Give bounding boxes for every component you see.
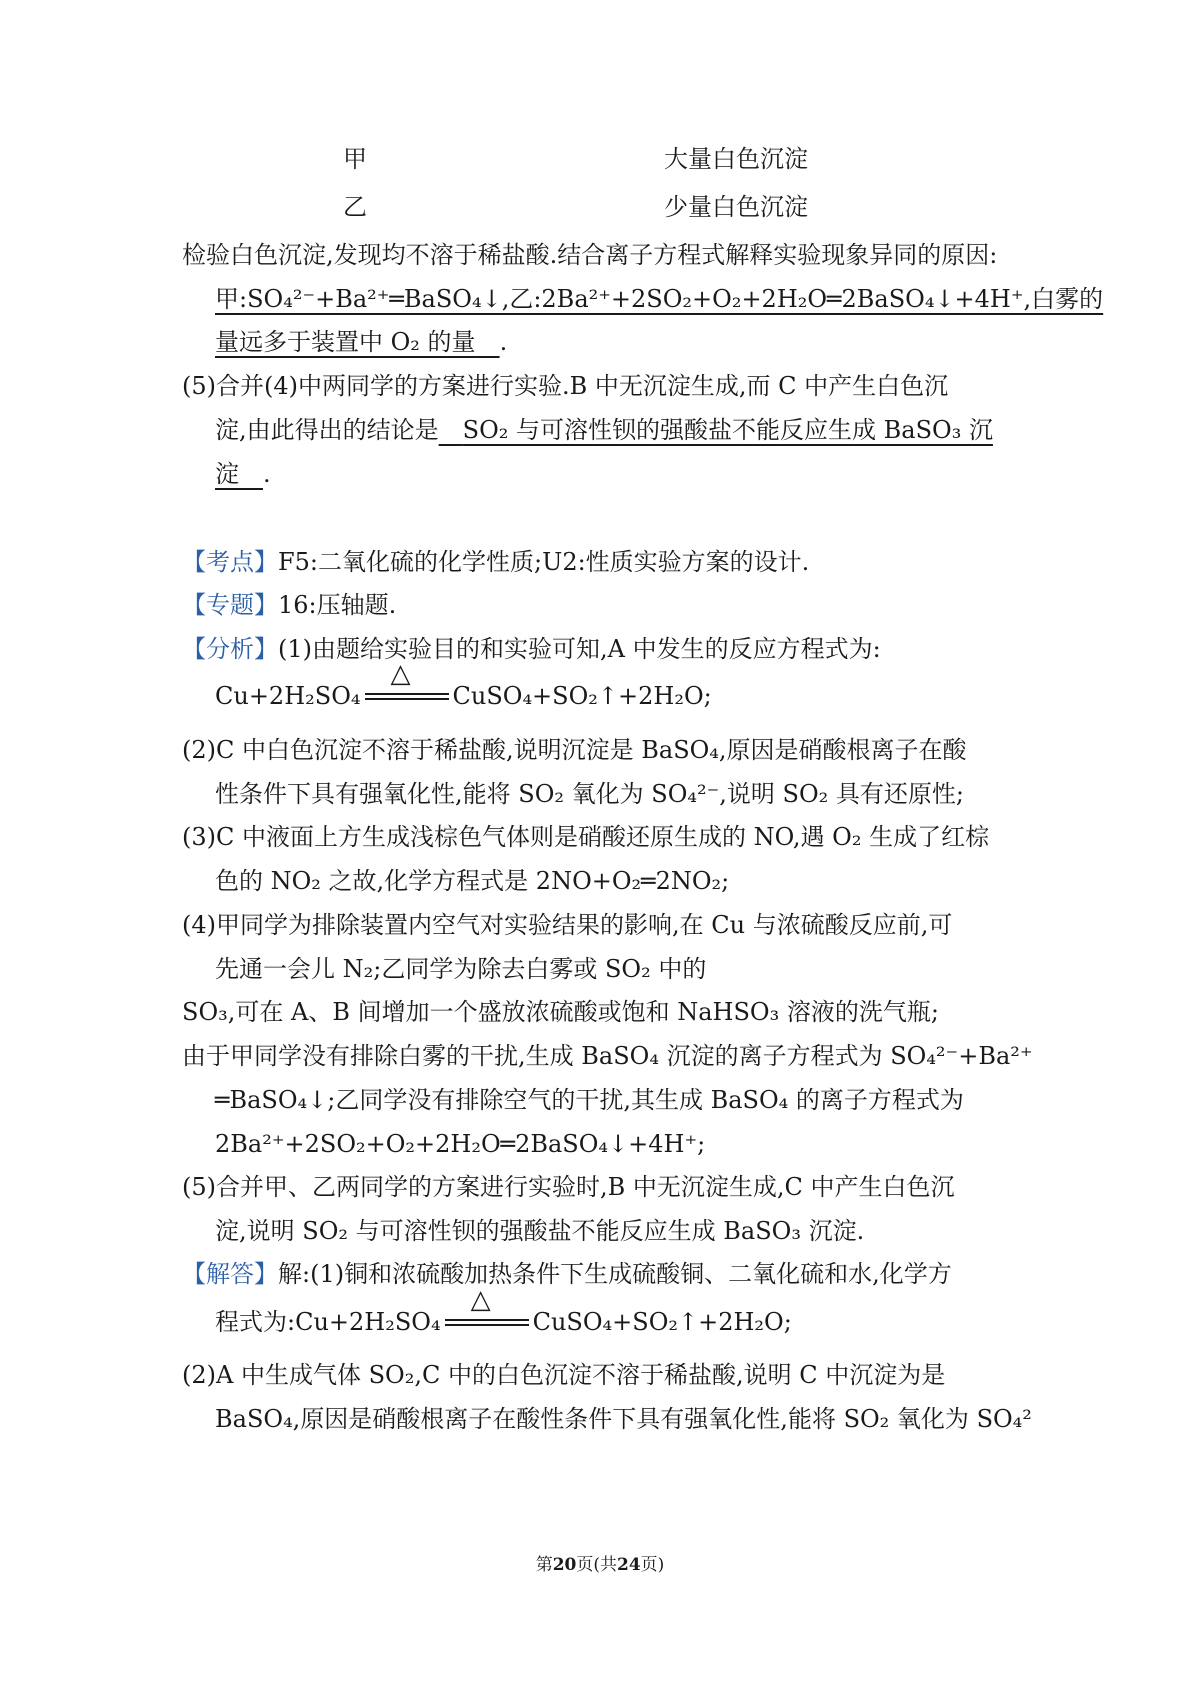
fenxi-p4b: 先通一会儿 N₂;乙同学为除去白雾或 SO₂ 中的: [215, 955, 707, 983]
jieda-p2a: (2)A 中生成气体 SO₂,C 中的白色沉淀不溶于稀盐酸,说明 C 中沉淀为是: [182, 1361, 946, 1389]
zhuanti-tag: 【专题】: [182, 591, 278, 619]
fenxi-p5a: (5)合并甲、乙两同学的方案进行实验时,B 中无沉淀生成,C 中产生白色沉: [182, 1173, 955, 1201]
fenxi-p3b: 色的 NO₂ 之故,化学方程式是 2NO+O₂═2NO₂;: [215, 867, 730, 895]
table-row-name: 乙: [343, 193, 367, 221]
q5-line3: 淀 .: [215, 460, 271, 488]
fenxi-p4f: 2Ba²⁺+2SO₂+O₂+2H₂O═2BaSO₄↓+4H⁺;: [215, 1130, 706, 1158]
fenxi-p2b: 性条件下具有强氧化性,能将 SO₂ 氧化为 SO₄²⁻,说明 SO₂ 具有还原性;: [215, 780, 964, 808]
q4-answer-line1: 甲:SO₄²⁻+Ba²⁺═BaSO₄↓,乙:2Ba²⁺+2SO₂+O₂+2H₂O═2BaSO₄↓+4H⁺,白雾的: [215, 285, 1104, 313]
fenxi-p4e: ═BaSO₄↓;乙同学没有排除空气的干扰,其生成 BaSO₄ 的离子方程式为: [215, 1086, 964, 1114]
table-row-result: 大量白色沉淀: [664, 145, 808, 173]
q4-answer-line2: 量远多于装置中 O₂ 的量 .: [215, 328, 508, 356]
fenxi-tag: 【分析】: [182, 635, 278, 663]
table-row-result: 少量白色沉淀: [664, 193, 808, 221]
heat-arrow-icon: △: [441, 1307, 533, 1337]
fenxi-p4a: (4)甲同学为排除装置内空气对实验结果的影响,在 Cu 与浓硫酸反应前,可: [182, 911, 953, 939]
kaodian: 【考点】F5:二氧化硫的化学性质;U2:性质实验方案的设计.: [182, 548, 810, 576]
table-row-name: 甲: [343, 145, 367, 173]
q4-intro: 检验白色沉淀,发现均不溶于稀盐酸.结合离子方程式解释实验现象异同的原因:: [182, 241, 998, 269]
kaodian-tag: 【考点】: [182, 548, 278, 576]
page-footer: 第20页(共24页): [535, 1555, 665, 1575]
zhuanti: 【专题】16:压轴题.: [182, 591, 397, 619]
q5-line2: 淀,由此得出的结论是 SO₂ 与可溶性钡的强酸盐不能反应生成 BaSO₃ 沉: [215, 416, 993, 444]
jieda-p2b: BaSO₄,原因是硝酸根离子在酸性条件下具有强氧化性,能将 SO₂ 氧化为 SO₄²: [215, 1405, 1032, 1433]
fenxi-p3a: (3)C 中液面上方生成浅棕色气体则是硝酸还原生成的 NO,遇 O₂ 生成了红棕: [182, 823, 990, 851]
total-pages: 24: [617, 1555, 641, 1575]
jieda-p1: 【解答】解:(1)铜和浓硫酸加热条件下生成硫酸铜、二氧化硫和水,化学方: [182, 1260, 952, 1288]
fenxi-p1: 【分析】(1)由题给实验目的和实验可知,A 中发生的反应方程式为:: [182, 635, 881, 663]
jieda-tag: 【解答】: [182, 1260, 278, 1288]
fenxi-p4c: SO₃,可在 A、B 间增加一个盛放浓硫酸或饱和 NaHSO₃ 溶液的洗气瓶;: [182, 998, 939, 1026]
jieda-equation: 程式为:Cu+2H₂SO₄ △ CuSO₄+SO₂↑+2H₂O;: [215, 1285, 792, 1336]
fenxi-equation: Cu+2H₂SO₄ △ CuSO₄+SO₂↑+2H₂O;: [215, 659, 712, 710]
fenxi-p2a: (2)C 中白色沉淀不溶于稀盐酸,说明沉淀是 BaSO₄,原因是硝酸根离子在酸: [182, 736, 967, 764]
current-page: 20: [552, 1555, 577, 1575]
fenxi-p5b: 淀,说明 SO₂ 与可溶性钡的强酸盐不能反应生成 BaSO₃ 沉淀.: [215, 1217, 865, 1245]
fenxi-p4d: 由于甲同学没有排除白雾的干扰,生成 BaSO₄ 沉淀的离子方程式为 SO₄²⁻+Ba²⁺: [182, 1042, 1033, 1070]
q5-line1: (5)合并(4)中两同学的方案进行实验.B 中无沉淀生成,而 C 中产生白色沉: [182, 372, 949, 400]
heat-arrow-icon: △: [361, 681, 453, 711]
